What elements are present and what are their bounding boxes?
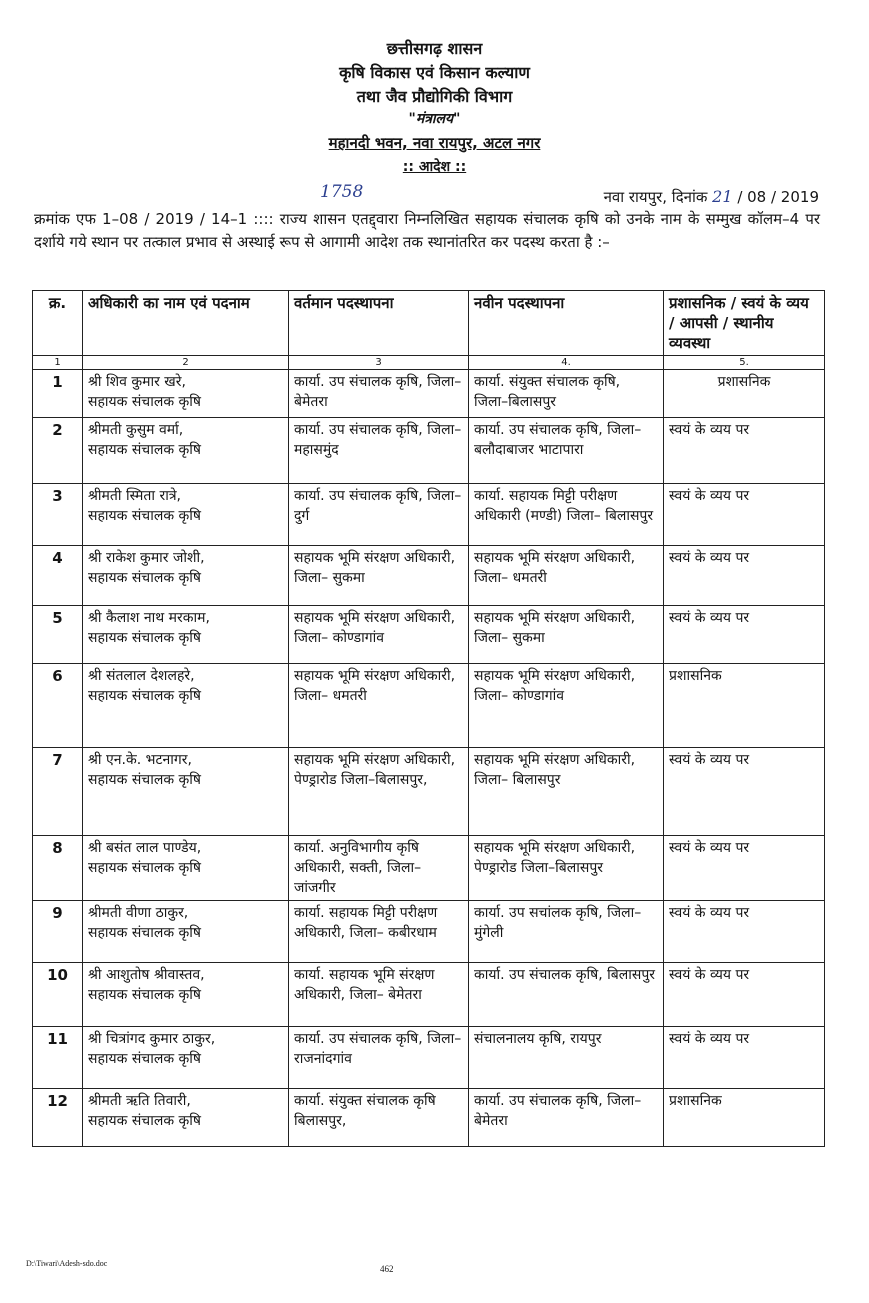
officer-cell — [83, 606, 289, 664]
transfer-type: स्वयं के व्यय पर — [664, 606, 825, 664]
officer-name: श्रीमती स्मिता रात्रे, — [88, 488, 181, 504]
officer-cell — [83, 546, 289, 606]
column-number: 1 — [33, 356, 83, 370]
column-number: 4. — [469, 356, 664, 370]
new-posting: सहायक भूमि संरक्षण अधिकारी, जिला– धमतरी — [469, 546, 664, 606]
govt-title: छत्तीसगढ़ शासन — [386, 39, 483, 58]
officer-designation: सहायक संचालक कृषि — [88, 925, 201, 941]
new-posting: कार्या. उप संचालक कृषि, बिलासपुर — [469, 963, 664, 1027]
table-row — [33, 1027, 825, 1089]
new-posting: कार्या. उप संचालक कृषि, जिला– बेमेतरा — [469, 1089, 664, 1147]
row-serial: 10 — [33, 963, 83, 1027]
officer-name: श्रीमती कुसुम वर्मा, — [88, 422, 184, 438]
page-number: 462 — [380, 1264, 394, 1274]
row-serial: 8 — [33, 836, 83, 901]
header-current-posting: वर्तमान पदस्थापना — [289, 291, 469, 356]
officer-name: श्रीमती ऋति तिवारी, — [88, 1093, 191, 1109]
column-number-row — [33, 356, 825, 370]
row-serial: 6 — [33, 664, 83, 748]
officer-designation: सहायक संचालक कृषि — [88, 1051, 201, 1067]
department-name-line2: तथा जैव प्रौद्योगिकी विभाग — [356, 87, 513, 106]
officer-designation: सहायक संचालक कृषि — [88, 508, 201, 524]
table-row — [33, 546, 825, 606]
officer-name: श्री संतलाल देशलहरे, — [88, 668, 195, 684]
column-number: 5. — [664, 356, 825, 370]
new-posting: सहायक भूमि संरक्षण अधिकारी, जिला– कोण्डागांव — [469, 664, 664, 748]
current-posting: कार्या. अनुविभागीय कृषि अधिकारी, सक्ती, जिला– जांजगीर — [289, 836, 469, 901]
header-transfer-type: प्रशासनिक / स्वयं के व्यय / आपसी / स्थानीय व्यवस्था — [664, 291, 825, 356]
transfer-type: प्रशासनिक — [664, 664, 825, 748]
header-new-posting: नवीन पदस्थापना — [469, 291, 664, 356]
new-posting: सहायक भूमि संरक्षण अधिकारी, जिला– सुकमा — [469, 606, 664, 664]
row-serial: 1 — [33, 370, 83, 418]
officer-name: श्री राकेश कुमार जोशी, — [88, 550, 205, 566]
place-date-prefix: नवा रायपुर, दिनांक — [603, 188, 708, 206]
officer-name: श्री कैलाश नाथ मरकाम, — [88, 610, 210, 626]
table-row — [33, 748, 825, 836]
table-header-row — [33, 291, 825, 356]
current-posting: सहायक भूमि संरक्षण अधिकारी, जिला– कोण्डागांव — [289, 606, 469, 664]
officer-cell — [83, 484, 289, 546]
new-posting: कार्या. उप सचांलक कृषि, जिला– मुंगेली — [469, 901, 664, 963]
department-name-line1: कृषि विकास एवं किसान कल्याण — [339, 63, 530, 82]
transfer-type: स्वयं के व्यय पर — [664, 546, 825, 606]
officer-name: श्रीमती वीणा ठाकुर, — [88, 905, 189, 921]
transfer-table — [32, 290, 825, 1147]
transfer-type: स्वयं के व्यय पर — [664, 901, 825, 963]
table-row — [33, 664, 825, 748]
current-posting: कार्या. उप संचालक कृषि, जिला– बेमेतरा — [289, 370, 469, 418]
row-serial: 7 — [33, 748, 83, 836]
officer-designation: सहायक संचालक कृषि — [88, 987, 201, 1003]
officer-name: श्री एन.के. भटनागर, — [88, 752, 192, 768]
officer-name: श्री आशुतोष श्रीवास्तव, — [88, 967, 205, 983]
current-posting: कार्या. सहायक मिट्टी परीक्षण अधिकारी, जिला– कबीरधाम — [289, 901, 469, 963]
row-serial: 11 — [33, 1027, 83, 1089]
date-month-year: / 08 / 2019 — [737, 188, 819, 206]
transfer-type: प्रशासनिक — [664, 370, 825, 418]
officer-cell — [83, 901, 289, 963]
new-posting: कार्या. सहायक मिट्टी परीक्षण अधिकारी (मण्डी) जिला– बिलासपुर — [469, 484, 664, 546]
table-row — [33, 484, 825, 546]
table-row — [33, 1089, 825, 1147]
officer-designation: सहायक संचालक कृषि — [88, 1113, 201, 1129]
column-number: 2 — [83, 356, 289, 370]
officer-cell — [83, 664, 289, 748]
current-posting: सहायक भूमि संरक्षण अधिकारी, जिला– धमतरी — [289, 664, 469, 748]
transfer-type: स्वयं के व्यय पर — [664, 1027, 825, 1089]
row-serial: 5 — [33, 606, 83, 664]
officer-designation: सहायक संचालक कृषि — [88, 772, 201, 788]
table-row — [33, 418, 825, 484]
file-path: D:\Tiwari\Adesh-sdo.doc — [26, 1259, 108, 1268]
transfer-type: प्रशासनिक — [664, 1089, 825, 1147]
officer-designation: सहायक संचालक कृषि — [88, 394, 201, 410]
row-serial: 2 — [33, 418, 83, 484]
header-serial: क्र. — [33, 291, 83, 356]
handwritten-day: 21 — [712, 187, 733, 206]
current-posting: सहायक भूमि संरक्षण अधिकारी, पेण्ड्रारोड जिला–बिलासपुर, — [289, 748, 469, 836]
table-row — [33, 901, 825, 963]
officer-cell — [83, 418, 289, 484]
current-posting: कार्या. संयुक्त संचालक कृषि बिलासपुर, — [289, 1089, 469, 1147]
officer-designation: सहायक संचालक कृषि — [88, 630, 201, 646]
transfer-type: स्वयं के व्यय पर — [664, 418, 825, 484]
new-posting: कार्या. उप संचालक कृषि, जिला– बलौदाबाजर भाटापारा — [469, 418, 664, 484]
new-posting: संचालनालय कृषि, रायपुर — [469, 1027, 664, 1089]
order-heading: :: आदेश :: — [402, 159, 467, 175]
transfer-type: स्वयं के व्यय पर — [664, 836, 825, 901]
officer-cell — [83, 836, 289, 901]
new-posting: सहायक भूमि संरक्षण अधिकारी, जिला– बिलासपुर — [469, 748, 664, 836]
handwritten-order-number: 1758 — [320, 182, 364, 202]
officer-cell — [83, 1089, 289, 1147]
place-date — [604, 187, 819, 207]
current-posting: कार्या. सहायक भूमि संरक्षण अधिकारी, जिला– बेमेतरा — [289, 963, 469, 1027]
officer-designation: सहायक संचालक कृषि — [88, 570, 201, 586]
officer-designation: सहायक संचालक कृषि — [88, 442, 201, 458]
mantralaya-label: "मंत्रालय" — [408, 111, 461, 127]
row-serial: 3 — [33, 484, 83, 546]
table-row — [33, 963, 825, 1027]
row-serial: 9 — [33, 901, 83, 963]
header-officer-name: अधिकारी का नाम एवं पदनाम — [83, 291, 289, 356]
officer-name: श्री बसंत लाल पाण्डेय, — [88, 840, 202, 856]
table-row — [33, 370, 825, 418]
office-address: महानदी भवन, नवा रायपुर, अटल नगर — [328, 134, 541, 152]
current-posting: सहायक भूमि संरक्षण अधिकारी, जिला– सुकमा — [289, 546, 469, 606]
transfer-type: स्वयं के व्यय पर — [664, 484, 825, 546]
transfer-type: स्वयं के व्यय पर — [664, 963, 825, 1027]
current-posting: कार्या. उप संचालक कृषि, जिला– राजनांदगांव — [289, 1027, 469, 1089]
officer-name: श्री शिव कुमार खरे, — [88, 374, 186, 390]
current-posting: कार्या. उप संचालक कृषि, जिला– दुर्ग — [289, 484, 469, 546]
order-intro-paragraph: क्रमांक एफ 1–08 / 2019 / 14–1 :::: राज्य शासन एतद्द्वारा निम्नलिखित सहायक संचालक कृषि को उनके नाम के सम्मुख कॉलम–4 पर दर्शाये गये स्थान पर तत्काल प्रभाव से अस्थाई रूप से आगामी आदेश तक स्थानांतरित कर पदस्थ करता है :– — [34, 210, 820, 251]
officer-cell — [83, 370, 289, 418]
row-serial: 12 — [33, 1089, 83, 1147]
officer-designation: सहायक संचालक कृषि — [88, 860, 201, 876]
new-posting: सहायक भूमि संरक्षण अधिकारी, पेण्ड्रारोड जिला–बिलासपुर — [469, 836, 664, 901]
transfer-type: स्वयं के व्यय पर — [664, 748, 825, 836]
row-serial: 4 — [33, 546, 83, 606]
officer-designation: सहायक संचालक कृषि — [88, 688, 201, 704]
officer-cell — [83, 1027, 289, 1089]
table-row — [33, 836, 825, 901]
current-posting: कार्या. उप संचालक कृषि, जिला– महासमुंद — [289, 418, 469, 484]
new-posting: कार्या. संयुक्त संचालक कृषि, जिला–बिलासपुर — [469, 370, 664, 418]
officer-cell — [83, 963, 289, 1027]
table-row — [33, 606, 825, 664]
officer-name: श्री चित्रांगद कुमार ठाकुर, — [88, 1031, 216, 1047]
column-number: 3 — [289, 356, 469, 370]
officer-cell — [83, 748, 289, 836]
